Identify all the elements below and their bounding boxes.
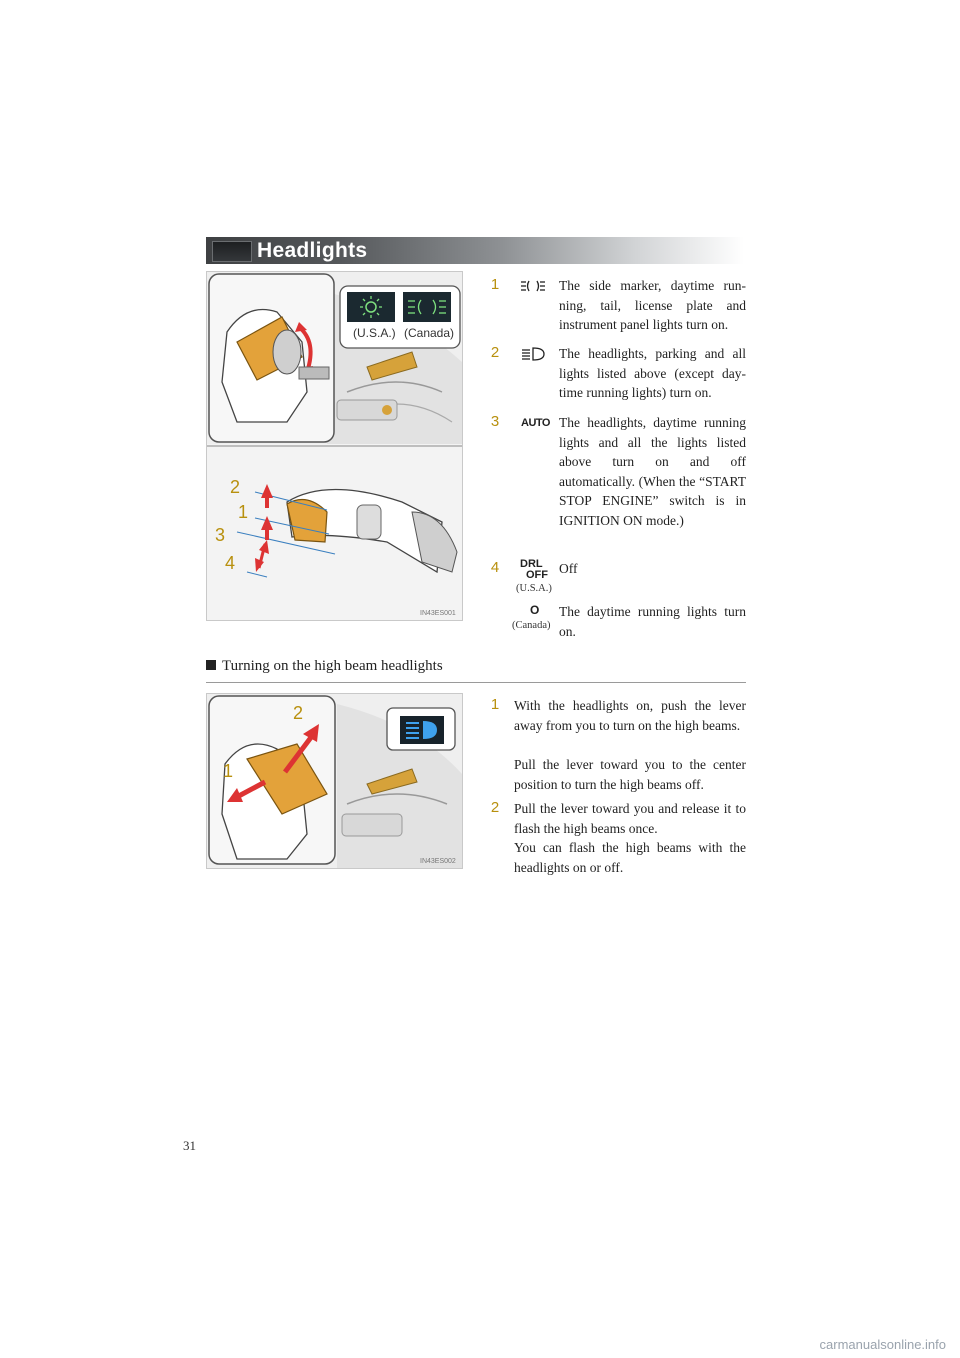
headlight-icon xyxy=(520,347,546,361)
auto-icon: AUTO xyxy=(521,417,550,429)
item-number: 4 xyxy=(490,559,500,576)
drl-off-icon-bottom: OFF xyxy=(526,569,548,581)
item-text: Pull the lever toward you to the center position to turn the high beams off. xyxy=(514,757,746,792)
page-number: 31 xyxy=(183,1138,196,1153)
drl-off-icon-top: DRL xyxy=(520,558,543,570)
item-number: 1 xyxy=(490,696,500,713)
item-text: Pull the lever toward you and release it to flash the high beams once. xyxy=(514,801,746,836)
usa-label: (U.S.A.) xyxy=(516,583,552,594)
item-text: The side marker, daytime run-ning, tail, license plate and instrument panel lights turn on. xyxy=(559,278,746,332)
figure-callout-4: 4 xyxy=(224,553,235,573)
figure-callout-2: 2 xyxy=(292,703,303,723)
figure-callout-1: 1 xyxy=(222,761,233,781)
item-text: You can flash the high beams with the headlights on or off. xyxy=(514,840,746,875)
item-number: 3 xyxy=(490,413,500,430)
watermark: carmanualsonline.info xyxy=(819,1337,946,1352)
figure-id: IN43ES001 xyxy=(420,610,456,617)
high-beam-figure xyxy=(206,693,463,869)
page-title: Headlights xyxy=(257,239,368,262)
item-text: The headlights, parking and all lights listed above (except day-time running lights) turn on. xyxy=(559,346,746,400)
headlight-switch-figure xyxy=(206,271,463,621)
figure-callout-1: 1 xyxy=(237,502,248,522)
side-marker-lights-icon xyxy=(520,279,546,293)
canada-label: (Canada) xyxy=(512,620,551,631)
list-item xyxy=(488,559,746,599)
figure-callout-3: 3 xyxy=(214,525,225,545)
item-text: The daytime running lights turn on. xyxy=(559,604,746,639)
usa-indicator-label: (U.S.A.) xyxy=(353,326,396,340)
heading-square-icon xyxy=(206,660,216,670)
section-tab-decoration xyxy=(212,241,252,262)
figure-callout-2: 2 xyxy=(229,477,240,497)
item-number: 2 xyxy=(490,344,500,361)
canada-indicator-label: (Canada) xyxy=(404,326,455,340)
figure-id: IN43ES002 xyxy=(420,858,456,865)
item-text: Off xyxy=(559,561,578,576)
list-item xyxy=(488,602,746,642)
drl-on-icon: O xyxy=(530,603,540,617)
item-number: 1 xyxy=(490,276,500,293)
item-text: The headlights, daytime running lights and all the lights listed above turn on and off automatically. (When the “START STOP ENGINE” switch is in IGNITION ON mode.) xyxy=(559,415,746,528)
item-number: 2 xyxy=(490,799,500,816)
headlight-switch-illustration xyxy=(207,272,462,620)
section-heading-text: Turning on the high beam headlights xyxy=(222,658,443,674)
high-beam-illustration xyxy=(207,694,462,868)
section-heading xyxy=(206,658,746,683)
item-text: With the headlights on, push the lever away from you to turn on the high beams. xyxy=(514,698,746,733)
